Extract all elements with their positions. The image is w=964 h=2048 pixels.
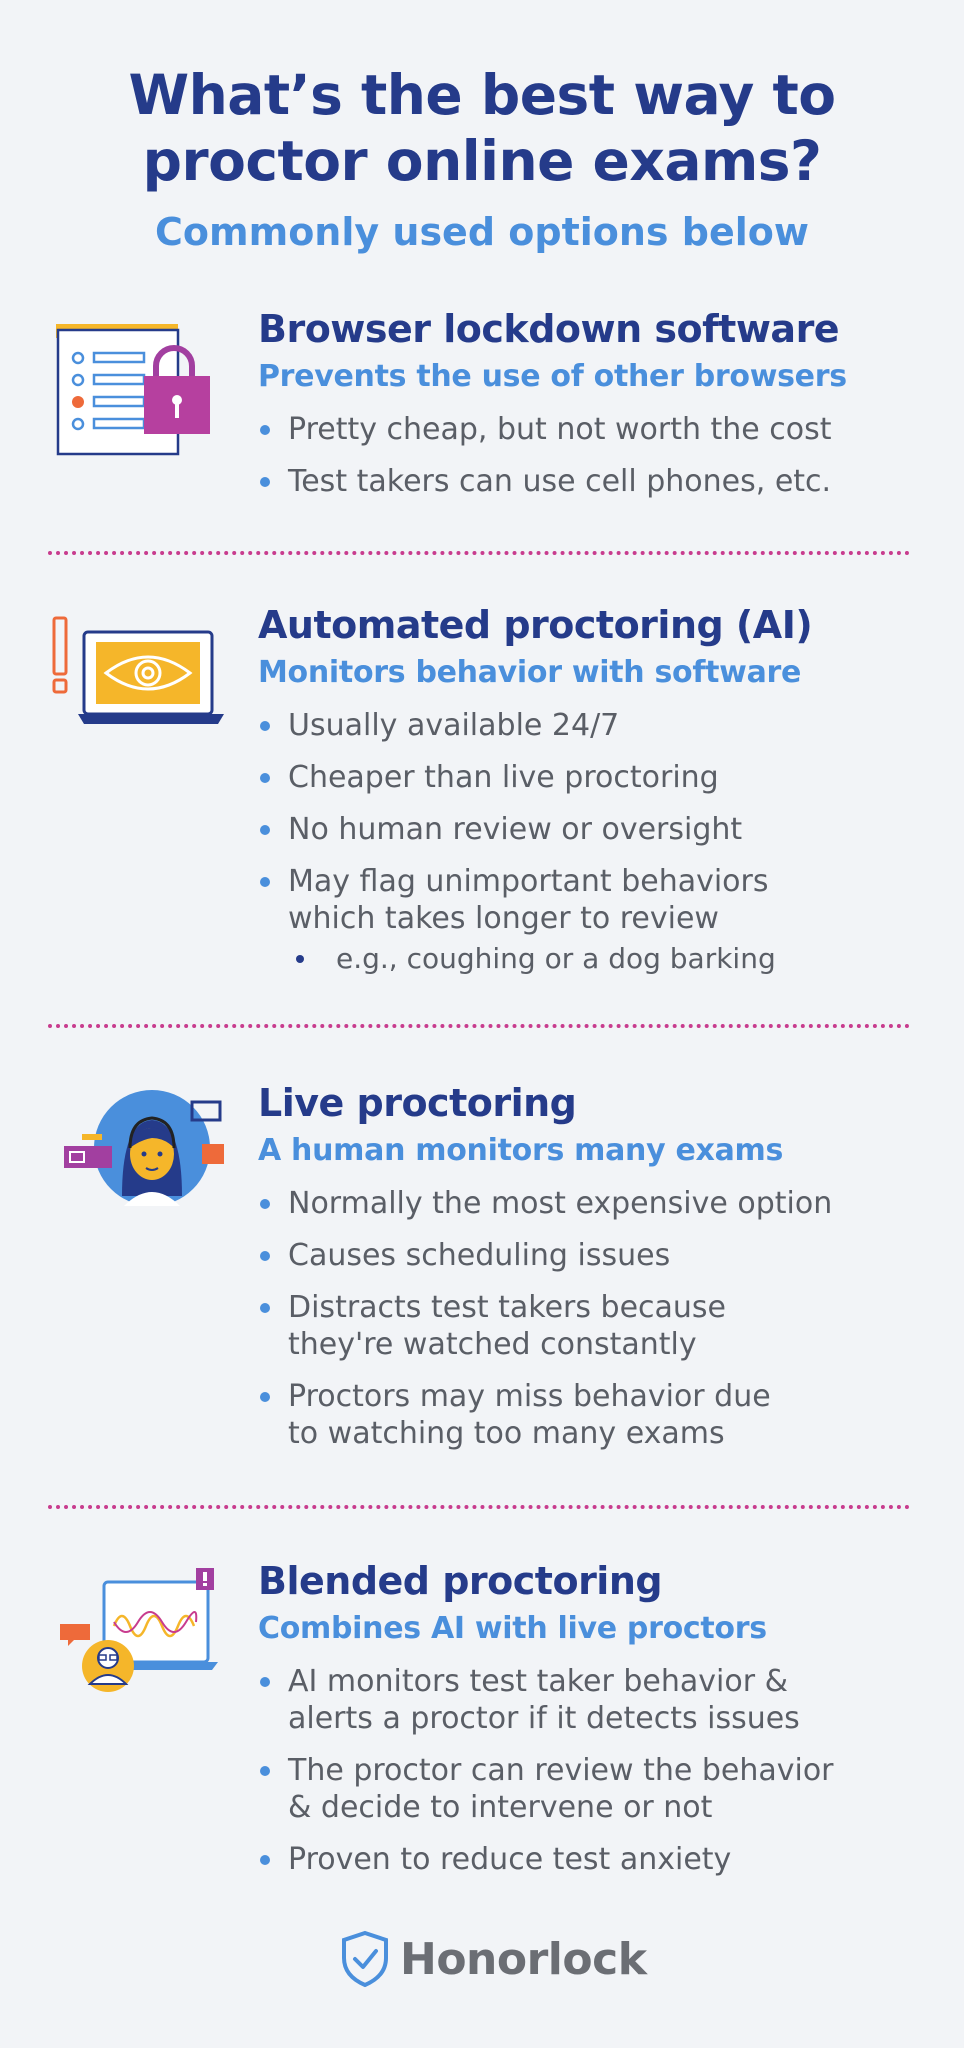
bullet-list <box>258 411 924 500</box>
section-subtitle: Prevents the use of other browsers <box>258 359 847 394</box>
section-subtitle: Monitors behavior with software <box>258 655 802 690</box>
list-item: Distracts test takers because they're watched constantly <box>258 1289 924 1363</box>
shield-check-icon <box>340 1930 390 1992</box>
list-item: Test takers can use cell phones, etc. <box>258 463 924 500</box>
list-item: No human review or oversight <box>258 811 924 848</box>
list-item: Cheaper than live proctoring <box>258 759 924 796</box>
section-title: Blended proctoring <box>258 1559 663 1603</box>
page-title <box>0 62 964 194</box>
section-divider <box>48 1024 910 1028</box>
section-automated-proctoring <box>0 596 964 996</box>
list-item: Usually available 24/7 <box>258 707 924 744</box>
bullet-list <box>258 1185 924 1452</box>
list-item: The proctor can review the behavior & decide to intervene or not <box>258 1752 924 1826</box>
list-item: Causes scheduling issues <box>258 1237 924 1274</box>
page-title-line-1: What’s the best way to <box>128 63 836 127</box>
section-title: Browser lockdown software <box>258 307 840 351</box>
section-content <box>258 601 924 976</box>
section-blended-proctoring <box>0 1552 964 1902</box>
list-item: Proctors may miss behavior due to watching too many exams <box>258 1378 924 1452</box>
list-item: Normally the most expensive option <box>258 1185 924 1222</box>
browser-lock-icon <box>50 320 220 460</box>
section-subtitle: Combines AI with live proctors <box>258 1611 767 1646</box>
section-title: Automated proctoring (AI) <box>258 603 813 647</box>
honorlock-logo <box>340 1928 647 1992</box>
page-subtitle: Commonly used options below <box>155 210 809 254</box>
laptop-eye-icon <box>48 616 238 736</box>
proctor-headset-icon <box>60 1088 240 1218</box>
section-title: Live proctoring <box>258 1081 577 1125</box>
section-divider <box>48 1505 910 1509</box>
section-content <box>258 1079 924 1467</box>
section-content <box>258 305 924 515</box>
section-subtitle: A human monitors many exams <box>258 1133 784 1168</box>
page-title-line-2: proctor online exams? <box>142 129 822 193</box>
section-content <box>258 1557 924 1893</box>
section-browser-lockdown <box>0 300 964 530</box>
logo-text: Honorlock <box>400 1934 647 1985</box>
section-live-proctoring <box>0 1074 964 1494</box>
laptop-proctor-icon <box>56 1566 236 1696</box>
list-item: Proven to reduce test anxiety <box>258 1841 924 1878</box>
sub-list-item: e.g., coughing or a dog barking <box>288 942 924 976</box>
list-item: May flag unimportant behaviors which takes longer to review <box>258 863 924 937</box>
section-divider <box>48 551 910 555</box>
bullet-list <box>258 707 924 937</box>
list-item: AI monitors test taker behavior & alerts a proctor if it detects issues <box>258 1663 924 1737</box>
list-item: Pretty cheap, but not worth the cost <box>258 411 924 448</box>
bullet-list <box>258 1663 924 1878</box>
